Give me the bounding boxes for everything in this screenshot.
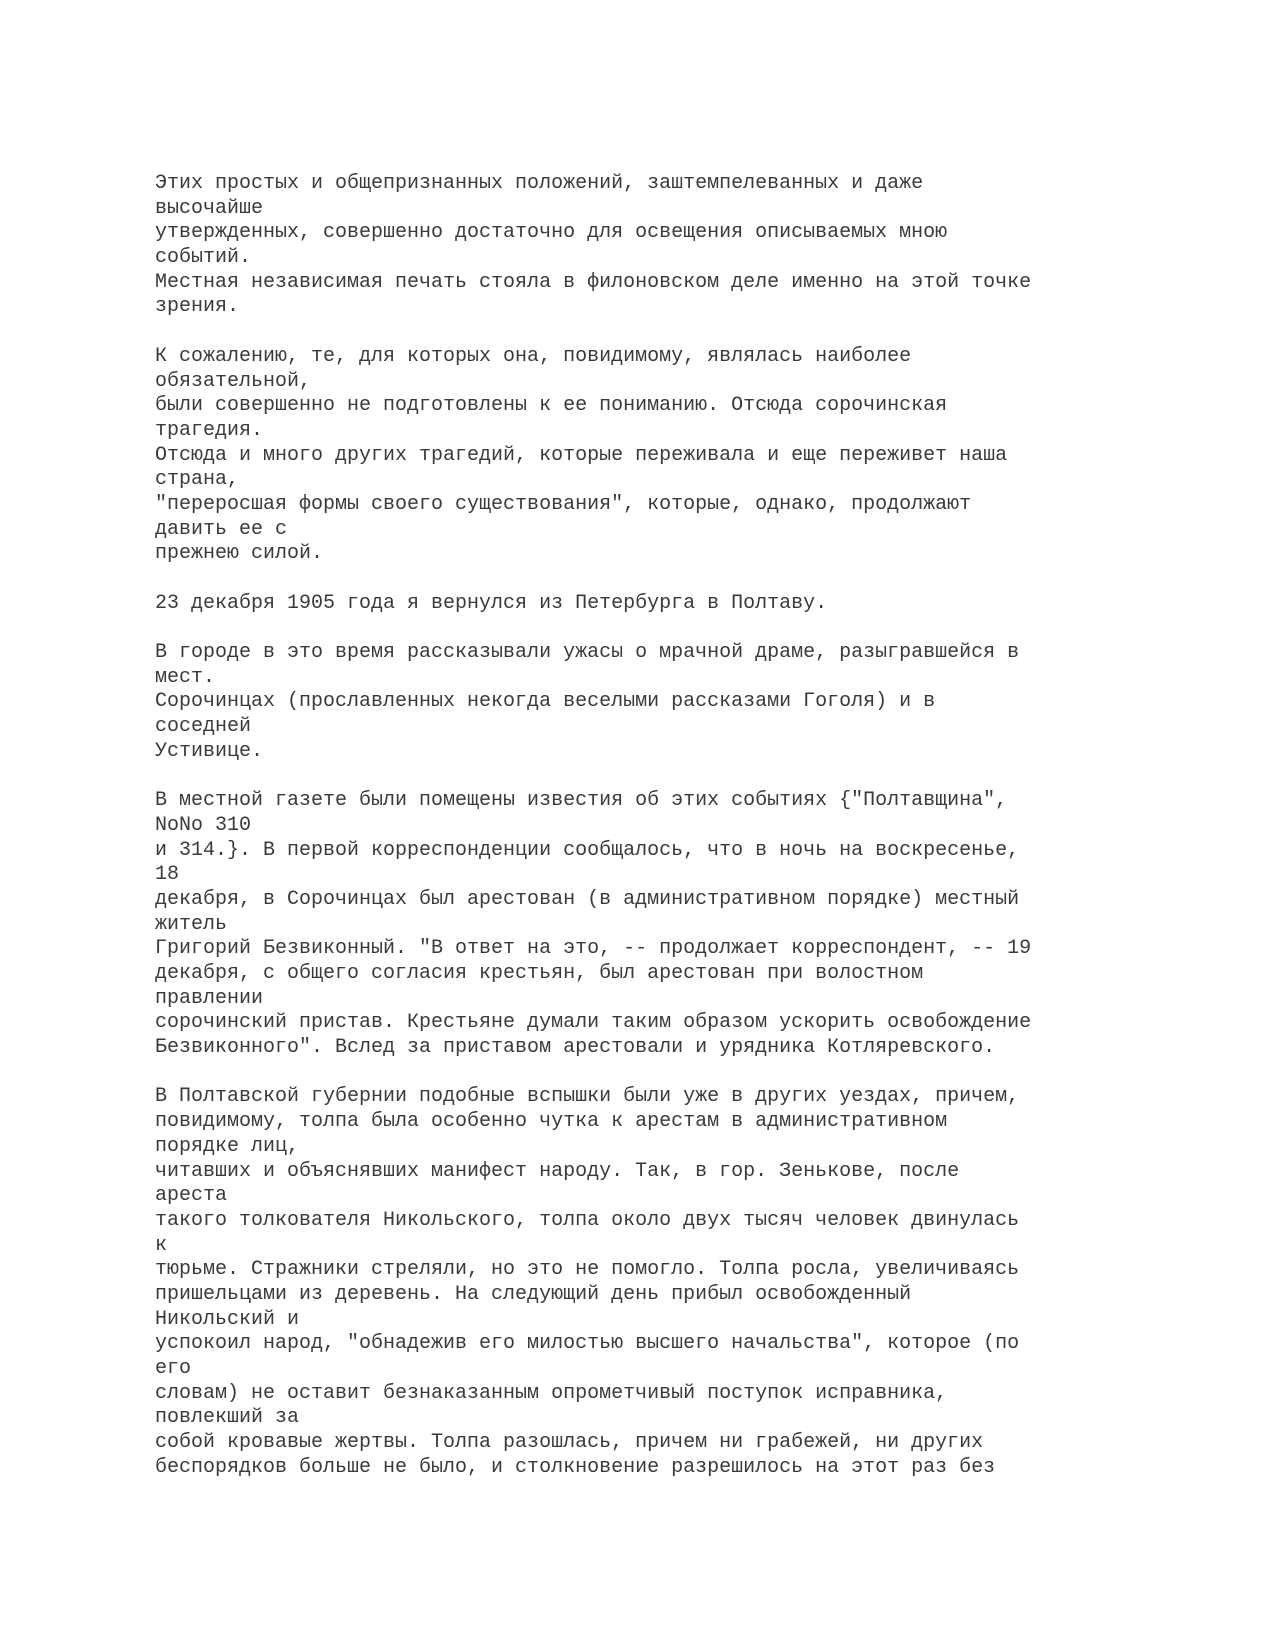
text-line: Местная независимая печать стояла в филоновском деле именно на этой точке — [155, 270, 1032, 294]
paragraph — [155, 345, 1235, 567]
text-line: Отсюда и много других трагедий, которые переживала и еще переживет наша — [155, 443, 1008, 467]
text-line: и 314.}. В первой корреспонденции сообщалось, что в ночь на воскресенье, — [155, 838, 1020, 862]
paragraph — [155, 592, 1235, 617]
text-line: беспорядков больше не было, и столкновение разрешилось на этот раз без — [155, 1455, 996, 1479]
text-line: словам) не оставит безнаказанным опрометчивый поступок исправника, — [155, 1381, 948, 1405]
text-line: собой кровавые жертвы. Толпа разошлась, причем ни грабежей, ни других — [155, 1431, 984, 1455]
text-line: соседней — [155, 715, 252, 739]
text-line: такого толкователя Никольского, толпа около двух тысяч человек двинулась — [155, 1208, 1020, 1232]
text-line: житель — [155, 912, 228, 936]
text-line: Григорий Безвиконный. "В ответ на это, -- продолжает корреспондент, -- 19 — [155, 937, 1032, 961]
text-line: правлении — [155, 986, 264, 1010]
text-line: порядке лиц, — [155, 1134, 300, 1158]
text-line: "переросшая формы своего существования", которые, однако, продолжают — [155, 492, 972, 516]
text-line: страна, — [155, 468, 240, 492]
text-line: Устивице. — [155, 739, 264, 763]
text-line: Никольский и — [155, 1307, 300, 1331]
text-line: давить ее с — [155, 517, 288, 541]
paragraph — [155, 641, 1235, 764]
text-line: к — [155, 1233, 168, 1257]
text-line: повлекший за — [155, 1406, 300, 1430]
text-line: повидимому, толпа была особенно чутка к арестам в административном — [155, 1110, 948, 1134]
text-line: пришельцами из деревень. На следующий день прибыл освобожденный — [155, 1282, 912, 1306]
text-line: К сожалению, те, для которых она, повидимому, являлась наиболее — [155, 344, 912, 368]
text-line: NoNo 310 — [155, 813, 252, 837]
text-line: ареста — [155, 1184, 228, 1208]
text-line: В местной газете были помещены известия об этих событиях {"Полтавщина", — [155, 789, 1008, 813]
text-line: В городе в это время рассказывали ужасы о мрачной драме, разыгравшейся в — [155, 641, 1020, 665]
text-line: обязательной, — [155, 369, 312, 393]
text-line: прежнею силой. — [155, 542, 324, 566]
text-line: Этих простых и общепризнанных положений, заштемпелеванных и даже — [155, 172, 924, 195]
paragraph — [155, 789, 1235, 1061]
text-line: декабря, в Сорочинцах был арестован (в административном порядке) местный — [155, 887, 1020, 911]
text-line: зрения. — [155, 295, 240, 319]
text-line: утвержденных, совершенно достаточно для освещения описываемых мною — [155, 221, 948, 245]
text-line: 23 декабря 1905 года я вернулся из Петербурга в Полтаву. — [155, 591, 828, 615]
text-line: Безвиконного". Вслед за приставом арестовали и урядника Котляревского. — [155, 1036, 996, 1060]
paragraph — [155, 172, 1235, 320]
text-line: успокоил народ, "обнадежив его милостью высшего начальства", которое (по — [155, 1332, 1020, 1356]
text-line: декабря, с общего согласия крестьян, был арестован при волостном — [155, 962, 924, 985]
text-line: сорочинский пристав. Крестьяне думали таким образом ускорить освобождение — [155, 1011, 1032, 1035]
text-line: тюрьме. Стражники стреляли, но это не помогло. Толпа росла, увеличиваясь — [155, 1258, 1020, 1282]
document-text — [155, 172, 1235, 1480]
text-line: были совершенно не подготовлены к ее пониманию. Отсюда сорочинская — [155, 394, 948, 418]
text-line: читавших и объяснявших манифест народу. Так, в гор. Зенькове, после — [155, 1159, 960, 1183]
paragraph — [155, 1085, 1235, 1480]
text-line: трагедия. — [155, 418, 264, 442]
text-line: мест. — [155, 665, 216, 689]
text-line: высочайше — [155, 196, 264, 220]
text-line: 18 — [155, 863, 180, 887]
text-line: событий. — [155, 246, 252, 270]
text-line: В Полтавской губернии подобные вспышки были уже в других уездах, причем, — [155, 1085, 1020, 1109]
text-line: его — [155, 1357, 192, 1380]
text-line: Сорочинцах (прославленных некогда веселыми рассказами Гоголя) и в — [155, 690, 936, 714]
